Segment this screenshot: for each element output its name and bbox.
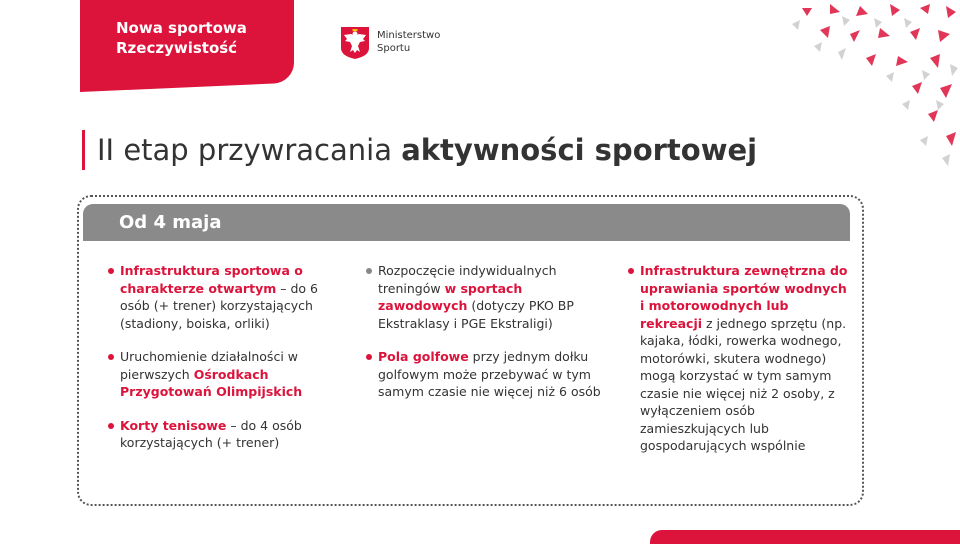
eagle-emblem-icon xyxy=(340,26,370,60)
item-highlight: Ośrodkach Przygotowań Olimpijskich xyxy=(120,366,303,399)
badge-line2: Rzeczywistość xyxy=(116,39,238,57)
page-title xyxy=(82,130,757,170)
item-text: – do 6 osób (+ trener) korzystających (stadiony, boiska, orliki) xyxy=(120,280,318,331)
decorative-pattern xyxy=(790,0,960,170)
list-item xyxy=(366,262,606,332)
item-highlight: Infrastruktura sportowa o charakterze otwartym xyxy=(120,263,303,296)
list-item xyxy=(108,417,338,452)
item-text: z jednego sprzętu (np. kajaka, łódki, rowerka wodnego, motorówki, skutera wodnego) mogą korzystać w tym samym czasie nie więcej niż 2 osoby, z wyłączeniem osób zamieszkujących lub gospodarujących wspólnie xyxy=(640,315,847,453)
item-text: Rozpoczęcie indywidualnych treningów xyxy=(378,263,557,296)
title-bold: aktywności sportowej xyxy=(401,133,758,167)
item-highlight: Korty tenisowe xyxy=(120,417,227,433)
bottom-accent-bar xyxy=(650,530,960,544)
column-2 xyxy=(366,262,606,417)
list-item xyxy=(108,262,338,332)
item-text: (dotyczy PKO BP Ekstraklasy i PGE Ekstraligi) xyxy=(378,298,574,331)
list-item xyxy=(628,262,853,455)
badge-text xyxy=(116,18,247,58)
ministry-name xyxy=(377,29,440,55)
item-text: przy jednym dołku golfowym może przebywać w tym samym czasie nie więcej niż 6 osób xyxy=(378,349,601,399)
ministry-line2: Sportu xyxy=(377,43,411,54)
ministry-line1: Ministerstwo xyxy=(377,30,441,41)
item-highlight: Infrastruktura zewnętrzna do uprawiania sportów wodnych i motorowodnych lub rekreacji xyxy=(640,263,848,331)
title-normal: II etap przywracania xyxy=(97,133,402,167)
badge-line1: Nowa sportowa xyxy=(116,19,247,37)
list-item xyxy=(366,348,606,401)
item-text: Uruchomienie działalności w pierwszych xyxy=(120,349,298,382)
item-highlight: w sportach zawodowych xyxy=(378,280,523,313)
list-item xyxy=(108,348,338,401)
item-text: – do 4 osób korzystających (+ trener) xyxy=(120,417,302,450)
section-heading: Od 4 maja xyxy=(83,204,850,241)
column-1 xyxy=(108,262,338,468)
column-3 xyxy=(628,262,853,471)
item-highlight: Pola golfowe xyxy=(378,349,469,364)
